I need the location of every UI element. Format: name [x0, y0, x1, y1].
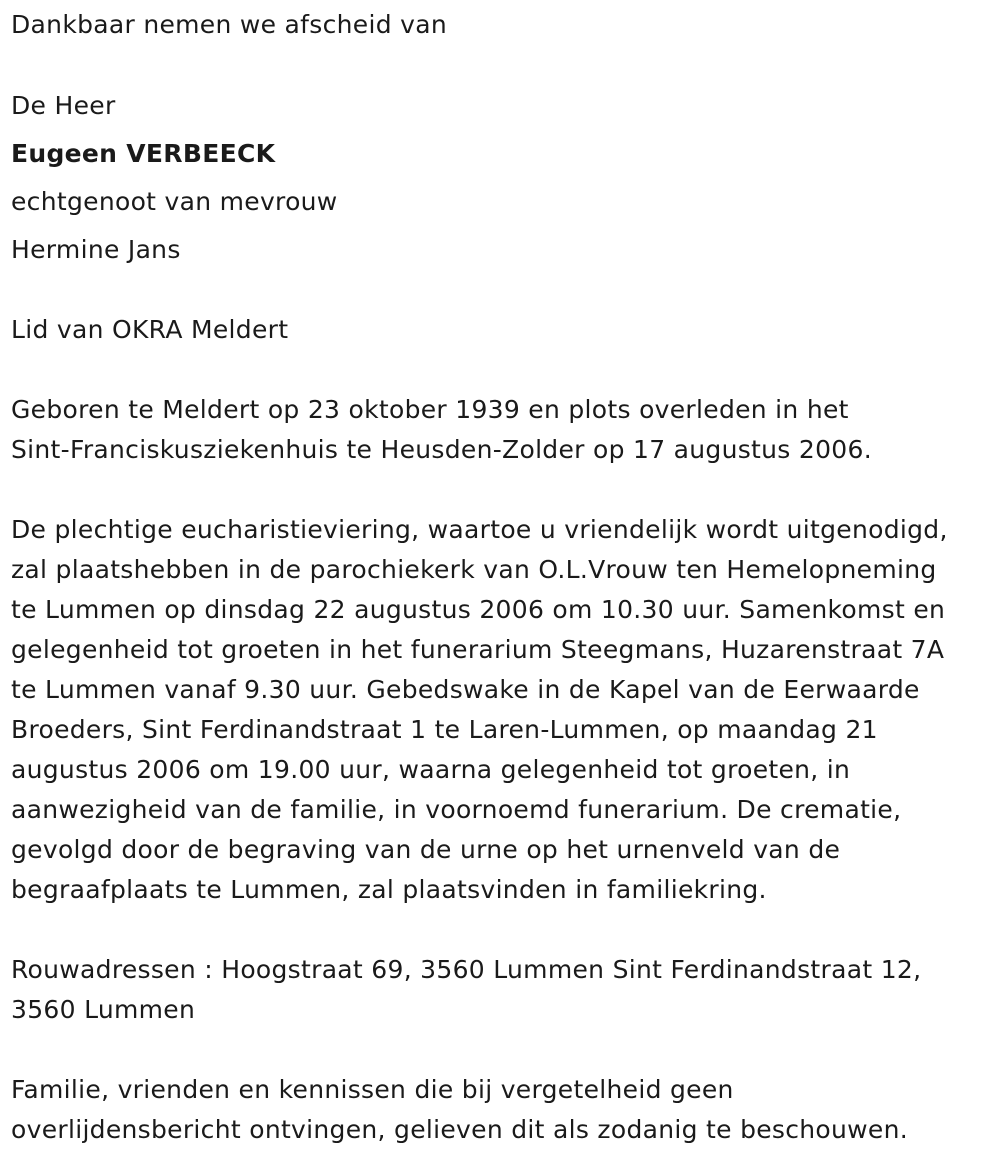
ceremony-line: aanwezigheid van de familie, in voornoemd funerarium. De crematie,	[11, 795, 902, 824]
ceremony-line: gevolgd door de begraving van de urne op het urnenveld van de	[11, 835, 841, 864]
closing-line: Familie, vrienden en kennissen die bij vergetelheid geen	[11, 1075, 734, 1104]
intro-text: Dankbaar nemen we afscheid van	[11, 10, 447, 39]
ceremony-line: augustus 2006 om 19.00 uur, waarna gelegenheid tot groeten, in	[11, 755, 851, 784]
spouse-name: Hermine Jans	[11, 235, 181, 264]
deceased-name: Eugeen VERBEECK	[11, 139, 276, 168]
ceremony-line: te Lummen op dinsdag 22 augustus 2006 om 10.30 uur. Samenkomst en	[11, 595, 946, 624]
ceremony-line: De plechtige eucharistieviering, waartoe u vriendelijk wordt uitgenodigd,	[11, 515, 948, 544]
membership: Lid van OKRA Meldert	[11, 315, 289, 344]
ceremony-line: te Lummen vanaf 9.30 uur. Gebedswake in de Kapel van de Eerwaarde	[11, 675, 920, 704]
closing-line: overlijdensbericht ontvingen, gelieven dit als zodanig te beschouwen.	[11, 1115, 908, 1144]
address-line: 3560 Lummen	[11, 995, 196, 1024]
spouse-label: echtgenoot van mevrouw	[11, 187, 338, 216]
ceremony-line: zal plaatshebben in de parochiekerk van O.L.Vrouw ten Hemelopneming	[11, 555, 937, 584]
ceremony-line: begraafplaats te Lummen, zal plaatsvinden in familiekring.	[11, 875, 767, 904]
ceremony-line: Broeders, Sint Ferdinandstraat 1 te Laren-Lummen, op maandag 21	[11, 715, 878, 744]
birth-death-line: Geboren te Meldert op 23 oktober 1939 en plots overleden in het	[11, 395, 849, 424]
birth-death-line: Sint-Franciskusziekenhuis te Heusden-Zolder op 17 augustus 2006.	[11, 435, 872, 464]
honorific: De Heer	[11, 91, 116, 120]
ceremony-line: gelegenheid tot groeten in het funerarium Steegmans, Huzarenstraat 7A	[11, 635, 945, 664]
address-line: Rouwadressen : Hoogstraat 69, 3560 Lummen Sint Ferdinandstraat 12,	[11, 955, 922, 984]
